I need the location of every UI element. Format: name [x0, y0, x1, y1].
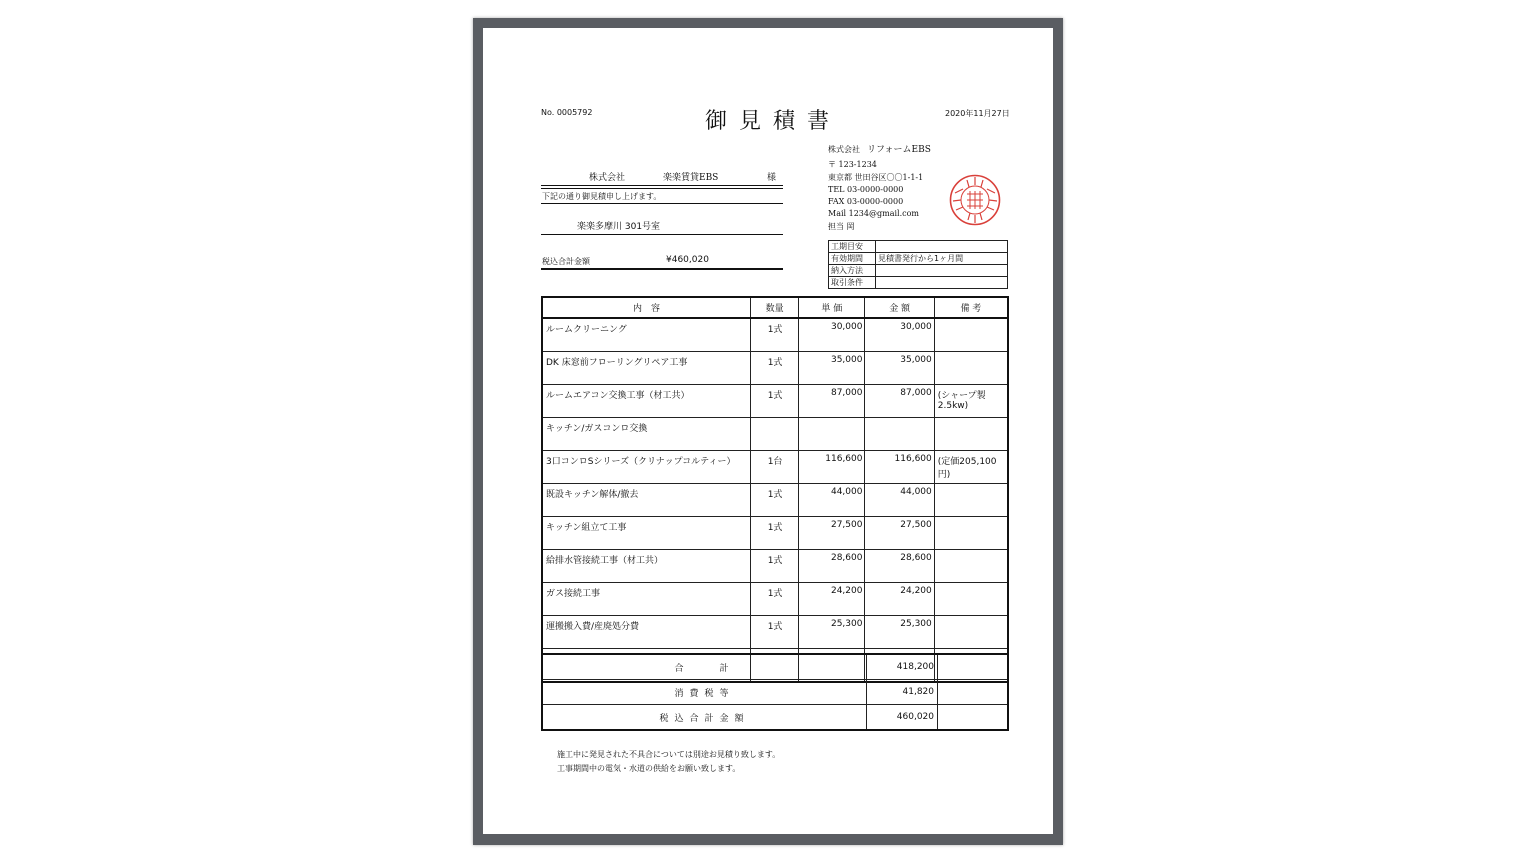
item-quantity: 1式: [751, 352, 799, 385]
header-notes: 備 考: [934, 297, 1008, 318]
item-amount: 30,000: [865, 318, 934, 352]
table-header-row: [542, 297, 1008, 318]
company-seal-stamp: [949, 174, 1001, 226]
divider: [541, 234, 783, 235]
issuer-company-name: リフォームEBS: [867, 145, 931, 155]
divider: [541, 188, 783, 189]
customer-company: 株式会社: [589, 173, 626, 183]
header-unit-price: 単 価: [799, 297, 865, 318]
table-row: [542, 451, 1008, 484]
item-quantity: 1式: [751, 484, 799, 517]
conditions-row: [829, 253, 1008, 265]
item-unit-price: 87,000: [799, 385, 865, 418]
item-amount: 87,000: [865, 385, 934, 418]
totals-note-cell: [938, 705, 1009, 731]
item-quantity: 1式: [751, 583, 799, 616]
item-amount: 25,300: [865, 616, 934, 649]
totals-row: [542, 654, 1008, 680]
item-content: 3口コンロSシリーズ（クリナップコルティー）: [542, 451, 751, 484]
item-content: 給排水管接続工事（材工共）: [542, 550, 751, 583]
property-name: 楽楽多摩川 301号室: [577, 222, 661, 232]
header-content: 内 容: [542, 297, 751, 318]
item-content: ルームクリーニング: [542, 318, 751, 352]
total-value: ¥460,020: [666, 255, 709, 265]
item-quantity: 1式: [751, 550, 799, 583]
conditions-row: [829, 265, 1008, 277]
table-row: [542, 418, 1008, 451]
item-amount: 35,000: [865, 352, 934, 385]
divider: [541, 185, 783, 186]
intro-text: 下記の通り御見積申し上げます。: [542, 192, 662, 201]
item-unit-price: 44,000: [799, 484, 865, 517]
customer-name: 楽楽賃貸EBS: [663, 173, 719, 183]
tax-value: 41,820: [867, 680, 938, 705]
document-page: [483, 28, 1053, 834]
condition-label: 納入方法: [829, 265, 876, 277]
item-amount: 28,600: [865, 550, 934, 583]
item-amount: 24,200: [865, 583, 934, 616]
item-note: [934, 550, 1008, 583]
item-note: (シャープ製 2.5kw): [934, 385, 1008, 418]
document-frame: [473, 18, 1063, 845]
condition-value: 見積書発行から1ヶ月間: [876, 253, 1008, 265]
divider: [541, 268, 783, 270]
grand-total-value: 460,020: [867, 705, 938, 731]
table-row: [542, 616, 1008, 649]
grand-total-label: 税込合計金額: [542, 705, 867, 731]
item-unit-price: 25,300: [799, 616, 865, 649]
item-unit-price: 35,000: [799, 352, 865, 385]
document-number: No. 0005792: [541, 108, 593, 117]
conditions-table: [828, 240, 1008, 289]
item-note: [934, 352, 1008, 385]
item-content: 既設キッチン解体/撤去: [542, 484, 751, 517]
subtotal-value: 418,200: [867, 654, 938, 680]
conditions-row: [829, 241, 1008, 253]
table-row: [542, 484, 1008, 517]
item-amount: 27,500: [865, 517, 934, 550]
item-content: ガス接続工事: [542, 583, 751, 616]
condition-label: 取引条件: [829, 277, 876, 289]
issuer-company-prefix: 株式会社: [828, 145, 860, 154]
header-amount: 金 額: [865, 297, 934, 318]
condition-label: 工期目安: [829, 241, 876, 253]
item-note: [934, 418, 1008, 451]
totals-row: [542, 680, 1008, 705]
tax-label: 消費税等: [542, 680, 867, 705]
totals-row: [542, 705, 1008, 731]
issuer-staff: 担当 岡: [828, 222, 855, 231]
total-label: 税込合計金額: [542, 257, 590, 266]
item-note: [934, 616, 1008, 649]
totals-note-cell: [938, 654, 1009, 680]
issuer-postal: 〒 123-1234: [828, 160, 877, 169]
item-note: (定価205,100円): [934, 451, 1008, 484]
item-unit-price: 27,500: [799, 517, 865, 550]
item-note: [934, 517, 1008, 550]
item-quantity: 1台: [751, 451, 799, 484]
item-note: [934, 484, 1008, 517]
conditions-row: [829, 277, 1008, 289]
table-row: [542, 517, 1008, 550]
item-quantity: 1式: [751, 385, 799, 418]
issuer-address: 東京都 世田谷区〇〇1-1-1: [828, 173, 924, 182]
item-content: DK 床窓前フローリングリペア工事: [542, 352, 751, 385]
issuer-tel: TEL 03-0000-0000: [828, 185, 904, 194]
item-unit-price: [799, 418, 865, 451]
item-amount: [865, 418, 934, 451]
condition-value: [876, 241, 1008, 253]
table-row: [542, 352, 1008, 385]
issue-date: 2020年11月27日: [945, 109, 1010, 118]
item-note: [934, 318, 1008, 352]
item-unit-price: 24,200: [799, 583, 865, 616]
items-table: [541, 296, 1009, 683]
table-row: [542, 385, 1008, 418]
table-row: [542, 583, 1008, 616]
condition-label: 有効期間: [829, 253, 876, 265]
item-quantity: [751, 418, 799, 451]
item-amount: 44,000: [865, 484, 934, 517]
divider: [541, 203, 783, 204]
item-unit-price: 116,600: [799, 451, 865, 484]
item-quantity: 1式: [751, 616, 799, 649]
item-content: キッチン/ガスコンロ交換: [542, 418, 751, 451]
subtotal-label: 合 計: [542, 654, 867, 680]
customer-suffix: 様: [767, 173, 777, 183]
footnote: 工事期間中の電気・水道の供給をお願い致します。: [557, 764, 741, 773]
footnote: 施工中に発見された不具合については別途お見積り致します。: [557, 750, 781, 759]
header-quantity: 数量: [751, 297, 799, 318]
item-quantity: 1式: [751, 318, 799, 352]
item-content: ルームエアコン交換工事（材工共）: [542, 385, 751, 418]
page-title: 御見積書: [705, 109, 842, 134]
issuer-mail: Mail 1234@gmail.com: [828, 209, 919, 218]
table-row: [542, 550, 1008, 583]
totals-note-cell: [938, 680, 1009, 705]
item-note: [934, 583, 1008, 616]
item-content: 運搬搬入費/産廃処分費: [542, 616, 751, 649]
condition-value: [876, 277, 1008, 289]
item-quantity: 1式: [751, 517, 799, 550]
item-amount: 116,600: [865, 451, 934, 484]
issuer-fax: FAX 03-0000-0000: [828, 197, 904, 206]
item-unit-price: 28,600: [799, 550, 865, 583]
condition-value: [876, 265, 1008, 277]
table-row: [542, 318, 1008, 352]
item-unit-price: 30,000: [799, 318, 865, 352]
item-content: キッチン組立て工事: [542, 517, 751, 550]
totals-table: [541, 653, 1009, 731]
